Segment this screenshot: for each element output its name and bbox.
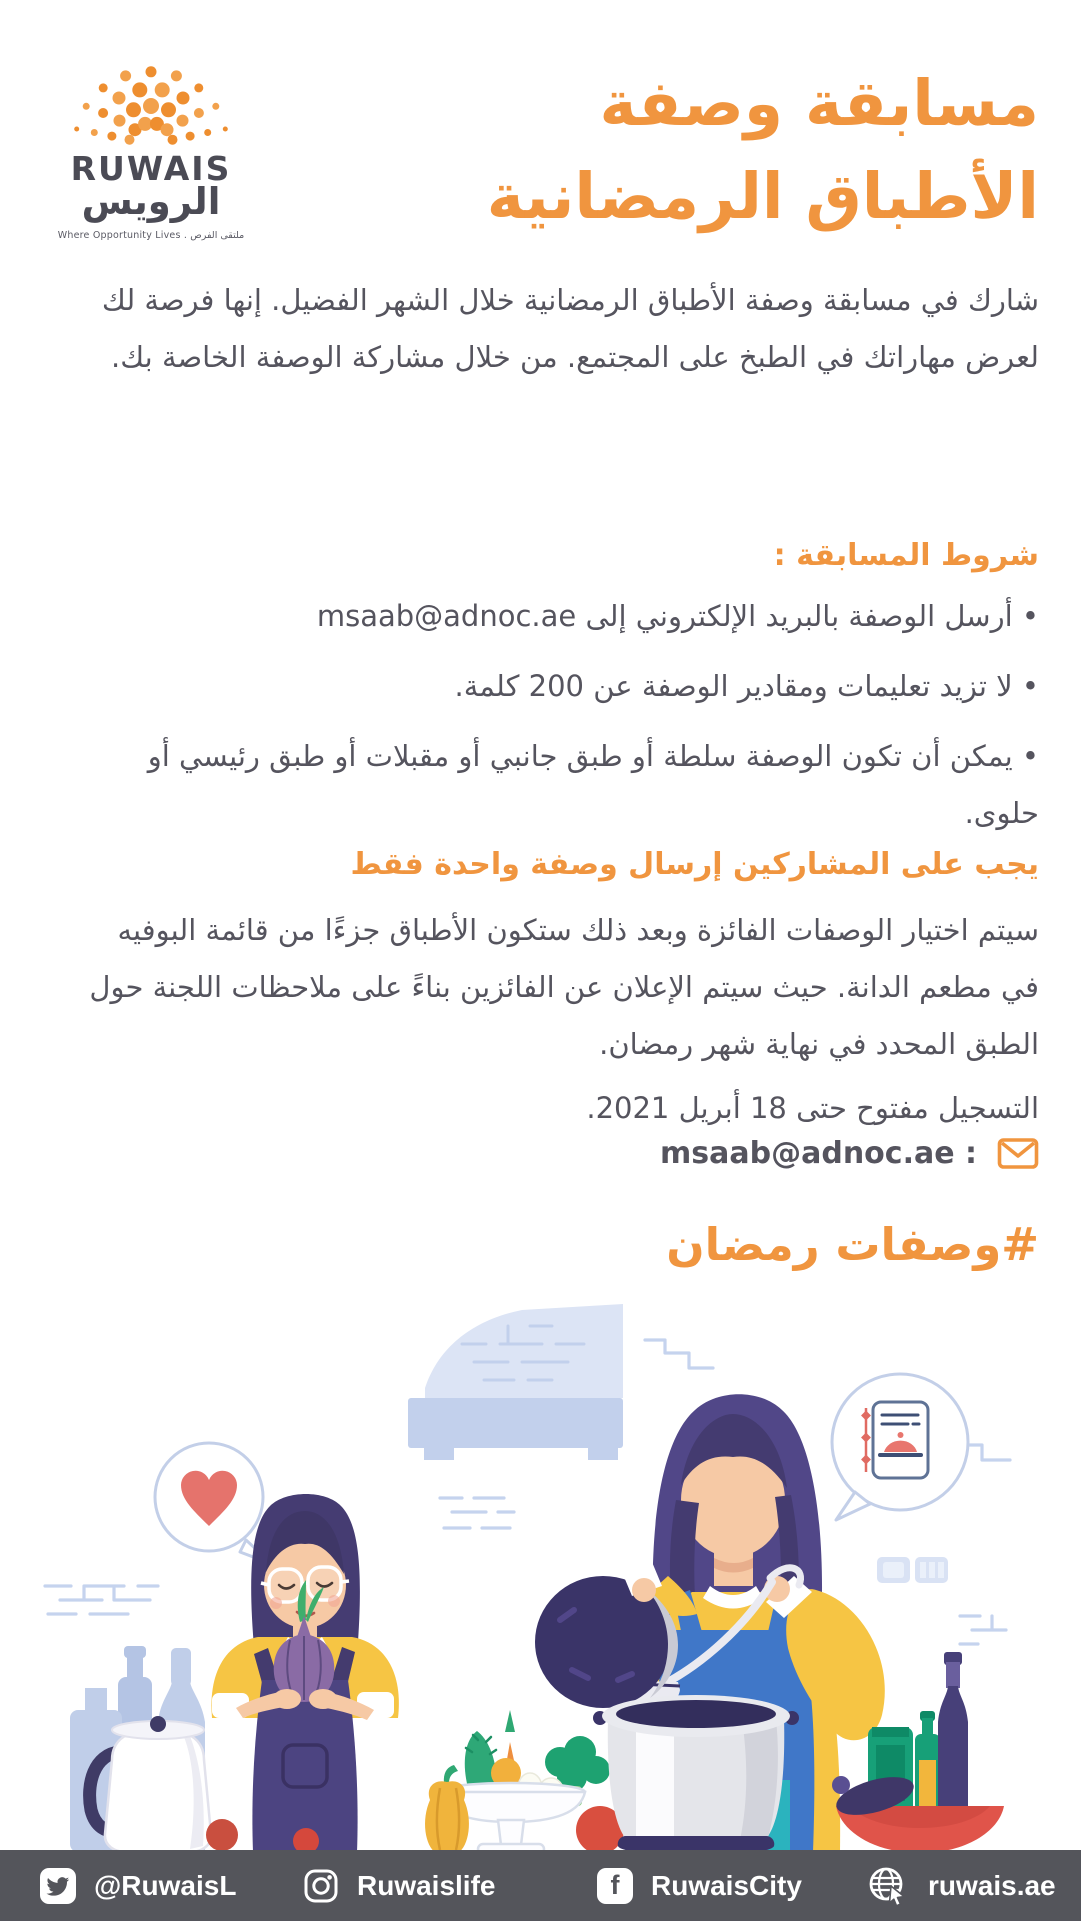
footer-facebook[interactable]	[597, 1850, 802, 1921]
logo-brand-en: RUWAIS	[70, 149, 232, 188]
wall-switches-icon	[877, 1557, 948, 1583]
logo-tagline: Where Opportunity Lives . ملتقى الفرص	[57, 230, 245, 241]
intro-paragraph: شارك في مسابقة وصفة الأطباق الرمضانية خلال الشهر الفضيل. إنها فرصة لك لعرض مهاراتك في الطبخ على المجتمع. من خلال مشاركة الوصفة الخاصة بك.	[101, 283, 1039, 374]
yellow-pepper-icon	[425, 1765, 469, 1853]
footer-instagram[interactable]	[303, 1850, 495, 1921]
facebook-icon: f	[597, 1868, 633, 1904]
condition-item: • أرسل الوصفة بالبريد الإلكتروني إلى msaab@adnoc.ae	[316, 599, 1039, 633]
recipe-card-bubble-icon	[832, 1374, 968, 1520]
title-line-1: مسابقة وصفة	[599, 67, 1039, 140]
conditions-list	[88, 588, 1039, 855]
logo-brand-ar: الرويس	[81, 180, 221, 223]
cooking-illustration	[0, 1240, 1081, 1855]
condition-item: • يمكن أن تكون الوصفة سلطة أو طبق جانبي أو مقبلات أو طبق رئيسي أو حلوى.	[147, 739, 1039, 830]
stove-hood-icon	[408, 1304, 623, 1460]
logo-dots-arch-icon	[66, 50, 236, 150]
fruit-bowl-icon	[425, 1710, 624, 1854]
contact-email-row[interactable]	[300, 1136, 1039, 1171]
contact-email[interactable]: msaab@adnoc.ae :	[660, 1136, 977, 1171]
registration-deadline: التسجيل مفتوح حتى 18 أبريل 2021.	[586, 1091, 1039, 1125]
cooking-pot-icon	[593, 1695, 799, 1855]
social-footer	[0, 1850, 1081, 1921]
globe-cursor-icon	[866, 1864, 910, 1908]
girl-holding-onion-figure	[211, 1494, 398, 1852]
facebook-handle[interactable]: RuwaisCity	[651, 1869, 802, 1901]
selection-paragraph: سيتم اختيار الوصفات الفائزة وبعد ذلك ستكون الأطباق جزءًا من قائمة البوفيه في مطعم الدانة. حيث سيتم الإعلان عن الفائزين بناءً على ملاحظات اللجنة حول الطبق المحدد في نهاية شهر رمضان.	[89, 913, 1039, 1061]
page-title	[300, 58, 1039, 243]
instagram-icon	[303, 1868, 339, 1904]
twitter-handle[interactable]: @RuwaisL	[94, 1869, 237, 1901]
ruwais-logo	[56, 50, 246, 241]
single-recipe-note: يجب على المشاركين إرسال وصفة واحدة فقط	[350, 847, 1039, 882]
conditions-heading: شروط المسابقة :	[773, 538, 1039, 573]
title-line-2: الأطباق الرمضانية	[486, 159, 1039, 233]
website-url[interactable]: ruwais.ae	[928, 1869, 1056, 1901]
tomato-icon	[206, 1819, 238, 1851]
twitter-icon	[40, 1868, 76, 1904]
footer-twitter[interactable]	[40, 1850, 236, 1921]
condition-item: • لا تزيد تعليمات ومقادير الوصفة عن 200 كلمة.	[454, 669, 1039, 703]
hashtag: #وصفات رمضان	[666, 1218, 1039, 1271]
instagram-handle[interactable]: Ruwaislife	[357, 1869, 496, 1901]
footer-website[interactable]	[866, 1850, 1056, 1921]
envelope-icon	[997, 1137, 1039, 1170]
